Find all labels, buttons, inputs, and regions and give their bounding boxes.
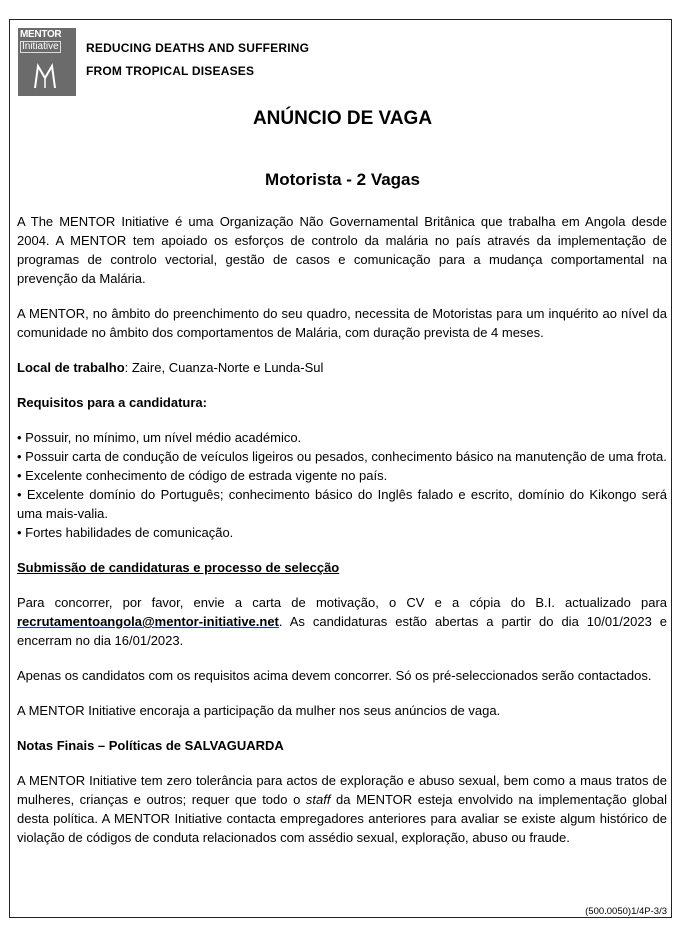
women-encouragement: A MENTOR Initiative encoraja a participação da mulher nos seus anúncios de vaga. bbox=[17, 703, 501, 718]
mentor-logo bbox=[18, 28, 76, 96]
work-location-label: Local de trabalho bbox=[17, 360, 125, 375]
requirement-item: • Excelente conhecimento de código de estrada vigente no país. bbox=[17, 468, 388, 483]
footer-reference: (500.0050)1/4P-3/3 bbox=[585, 906, 667, 917]
candidates-note: Apenas os candidatos com os requisitos acima devem concorrer. Só os pré-seleccionados serão contactados. bbox=[17, 668, 652, 683]
logo-line1: MENTOR bbox=[20, 29, 62, 40]
intro-paragraph-1: A The MENTOR Initiative é uma Organização Não Governamental Britânica que trabalha em Angola desde 2004. A MENTOR tem apoiado os esforços de controlo da malária no país através da implementação de programas de controlo vectorial, gestão de casos e comunicação para a mudança comportamental na prevenção da Malária. bbox=[17, 214, 667, 286]
work-location-value: : Zaire, Cuanza-Norte e Lunda-Sul bbox=[124, 360, 324, 375]
intro-paragraph-2: A MENTOR, no âmbito do preenchimento do seu quadro, necessita de Motoristas para um inquérito ao nível da comunidade no âmbito dos comportamentos de Malária, com duração prevista de 4 meses. bbox=[17, 306, 667, 340]
mosquito-icon bbox=[32, 60, 58, 90]
submission-text-after: . As candidaturas estão abertas a partir do dia 10/01/2023 e encerram no dia 16/01/2023. bbox=[17, 614, 667, 648]
requirement-item: • Possuir, no mínimo, um nível médio académico. bbox=[17, 430, 302, 445]
announcement-body bbox=[17, 212, 667, 847]
work-location bbox=[17, 358, 667, 377]
safeguarding-text-after: da MENTOR esteja envolvido na implementação global desta política. A MENTOR Initiative contacta empregadores anteriores para avaliar se existe algum histórico de violação de códigos de conduta relacionados com assédio sexual, exploração, abuso ou fraude. bbox=[17, 792, 668, 845]
tagline-line2: FROM TROPICAL DISEASES bbox=[86, 64, 255, 78]
requirement-item: • Possuir carta de condução de veículos ligeiros ou pesados, conhecimento básico na manutenção de uma frota. bbox=[17, 449, 667, 464]
logo-line2: Initiative bbox=[22, 41, 59, 52]
requirement-item: • Fortes habilidades de comunicação. bbox=[17, 525, 234, 540]
staff-word: staff bbox=[305, 792, 331, 807]
submission-text-before: Para concorrer, por favor, envie a carta de motivação, o CV e a cópia do B.I. actualizado para bbox=[17, 595, 667, 610]
final-notes-heading: Notas Finais – Políticas de SALVAGUARDA bbox=[17, 738, 284, 753]
safeguarding-paragraph bbox=[17, 771, 667, 847]
safeguarding-text-before: A MENTOR Initiative tem zero tolerância para actos de exploração e abuso sexual, bem como a maus tratos de mulheres, crianças e outros; requer que todo o bbox=[17, 773, 667, 807]
submission-heading: Submissão de candidaturas e processo de selecção bbox=[17, 560, 340, 575]
email-link[interactable]: recrutamentoangola@mentor-initiative.net bbox=[17, 614, 279, 629]
page-title: ANÚNCIO DE VAGA bbox=[252, 108, 433, 129]
job-title: Motorista - 2 Vagas bbox=[265, 170, 420, 189]
requirements-heading: Requisitos para a candidatura: bbox=[17, 395, 207, 410]
submission-paragraph bbox=[17, 593, 667, 650]
requirement-item: • Excelente domínio do Português; conhecimento básico do Inglês falado e escrito, domínio do Kikongo será uma mais-valia. bbox=[17, 487, 667, 521]
tagline-line1: REDUCING DEATHS AND SUFFERING bbox=[86, 41, 310, 55]
